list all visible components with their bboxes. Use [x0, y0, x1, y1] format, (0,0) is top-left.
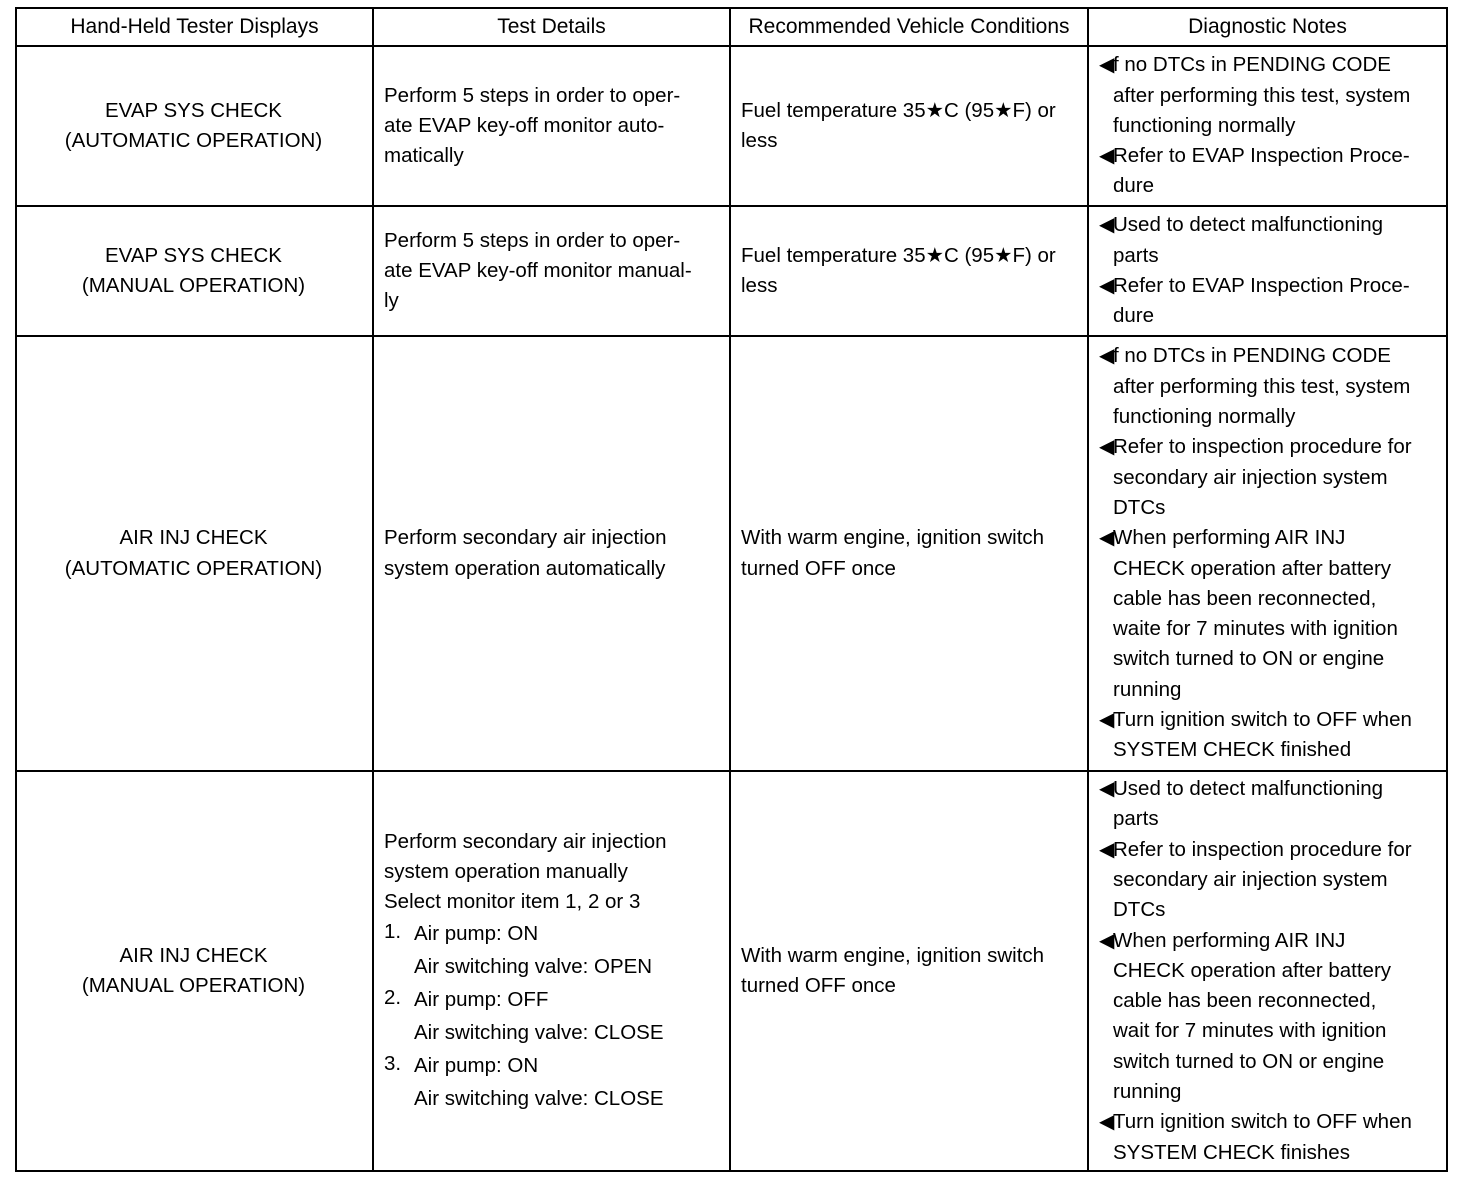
diagnostic-notes-cell [1088, 46, 1447, 206]
vehicle-conditions-cell: Fuel temperature 35★C (95★F) or less [730, 46, 1088, 206]
table-row [16, 771, 1447, 1171]
note-item: ◀ Turn ignition switch to OFF when SYSTEM CHECK finishes [1099, 1107, 1434, 1168]
note-item: ◀ Refer to inspection procedure for secondary air injection system DTCs [1099, 432, 1434, 523]
note-item: ◀ Refer to EVAP Inspection Proce- dure [1099, 141, 1434, 202]
header-vehicle-conditions: Recommended Vehicle Conditions [730, 8, 1088, 46]
header-diagnostic-notes: Diagnostic Notes [1088, 8, 1447, 46]
header-row [16, 8, 1447, 46]
note-item: ◀ Turn ignition switch to OFF when SYSTEM CHECK finished [1099, 705, 1434, 766]
header-test-details: Test Details [373, 8, 730, 46]
bullet-arrow-icon: ◀ [1099, 54, 1115, 77]
tester-display-cell: AIR INJ CHECK (AUTOMATIC OPERATION) [16, 336, 373, 771]
tester-display-cell: EVAP SYS CHECK (MANUAL OPERATION) [16, 206, 373, 336]
bullet-arrow-icon: ◀ [1099, 275, 1115, 297]
test-details-cell: Perform 5 steps in order to oper- ate EVAP key-off monitor auto- matically [373, 46, 730, 206]
test-details-cell: Perform secondary air injection system operation automatically [373, 336, 730, 771]
note-item: ◀ When performing AIR INJ CHECK operation after battery cable has been reconnected, wait for 7 minutes with ignition switch turned to ON or engine running [1099, 926, 1434, 1108]
table-row [16, 46, 1447, 206]
bullet-arrow-icon: ◀ [1099, 929, 1115, 952]
monitor-step: 3. Air pump: ON Air switching valve: CLOSE [384, 1052, 664, 1111]
tester-display-cell: EVAP SYS CHECK (AUTOMATIC OPERATION) [16, 46, 373, 206]
tester-display-cell: AIR INJ CHECK (MANUAL OPERATION) [16, 771, 373, 1171]
table-row [16, 336, 1447, 771]
vehicle-conditions-cell: With warm engine, ignition switch turned OFF once [730, 336, 1088, 771]
vehicle-conditions-cell: With warm engine, ignition switch turned OFF once [730, 771, 1088, 1171]
bullet-arrow-icon: ◀ [1099, 1111, 1115, 1134]
note-item: ◀ Used to detect malfunctioning parts [1099, 774, 1434, 835]
bullet-arrow-icon: ◀ [1099, 527, 1115, 550]
system-check-table [15, 7, 1448, 1172]
monitor-step: 1. Air pump: ON Air switching valve: OPEN [384, 920, 653, 979]
monitor-step: 2. Air pump: OFF Air switching valve: CLOSE [384, 986, 664, 1045]
diagnostic-notes-cell [1088, 336, 1447, 771]
bullet-arrow-icon: ◀ [1099, 778, 1115, 801]
note-item: ◀ f no DTCs in PENDING CODE after performing this test, system functioning normally [1099, 341, 1434, 432]
vehicle-conditions-cell: Fuel temperature 35★C (95★F) or less [730, 206, 1088, 336]
test-details-cell: Perform secondary air injection system operation manually Select monitor item 1, 2 or 3 1. Air pump: ON Air switching valve: OPEN 2. Air pump: OFF Air switching valve: CLOSE 3. Air pump: ON Air switching valve: CLOSE [373, 771, 730, 1171]
bullet-arrow-icon: ◀ [1099, 838, 1115, 861]
bullet-arrow-icon: ◀ [1099, 145, 1115, 168]
test-details-cell: Perform 5 steps in order to oper- ate EVAP key-off monitor manual- ly [373, 206, 730, 336]
note-item: ◀ Refer to EVAP Inspection Proce- dure [1099, 271, 1434, 332]
bullet-arrow-icon: ◀ [1099, 345, 1115, 368]
bullet-arrow-icon: ◀ [1099, 708, 1115, 731]
note-item: ◀ Used to detect malfunctioning parts [1099, 210, 1434, 271]
table-row [16, 206, 1447, 336]
bullet-arrow-icon: ◀ [1099, 214, 1115, 237]
bullet-arrow-icon: ◀ [1099, 436, 1115, 459]
note-item: ◀ f no DTCs in PENDING CODE after performing this test, system functioning normally [1099, 50, 1434, 141]
diagnostic-notes-cell [1088, 771, 1447, 1171]
header-tester-displays: Hand-Held Tester Displays [16, 8, 373, 46]
note-item: ◀ Refer to inspection procedure for secondary air injection system DTCs [1099, 835, 1434, 926]
diagnostic-notes-cell [1088, 206, 1447, 336]
note-item: ◀ When performing AIR INJ CHECK operation after battery cable has been reconnected, waite for 7 minutes with ignition switch turned to ON or engine running [1099, 523, 1434, 705]
